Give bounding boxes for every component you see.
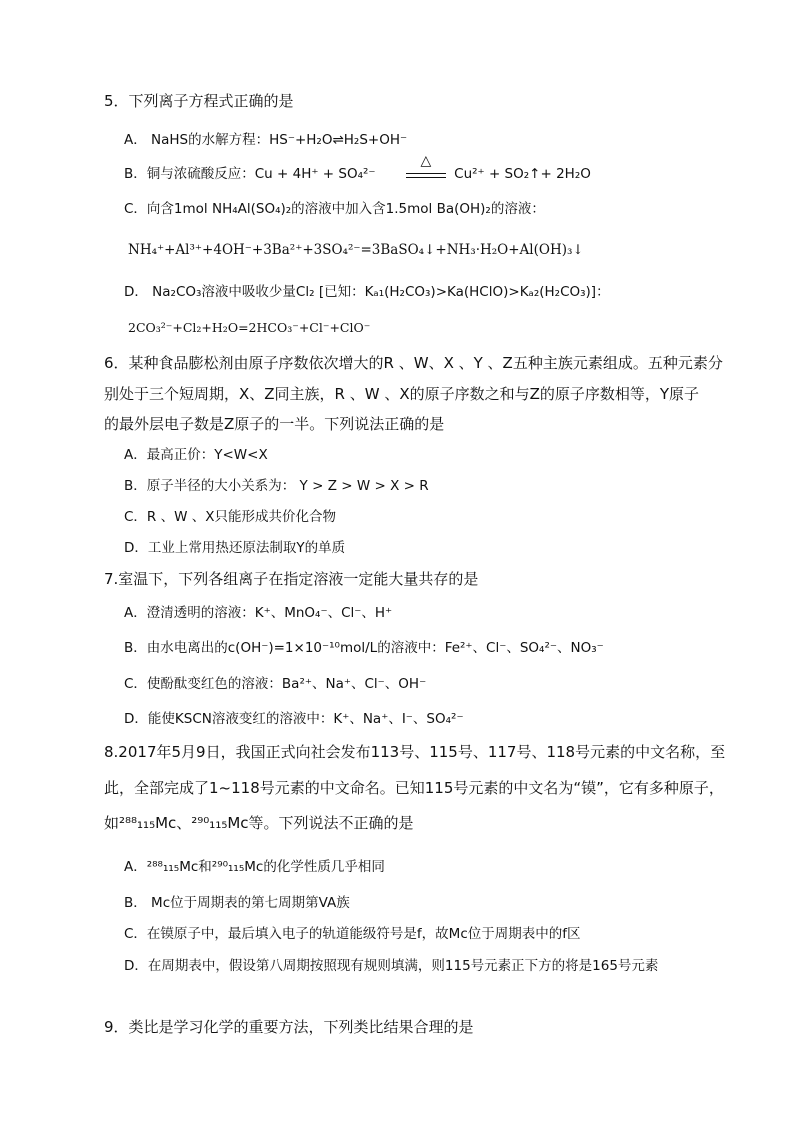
q6-stem-line-2: 别处于三个短周期，X、Z同主族，R 、W 、X的原子序数之和与Z的原子序数相等，Y原子 [104, 385, 700, 403]
q5-option-a: A． NaHS的水解方程：HS⁻+H₂O⇌H₂S+OH⁻ [124, 132, 408, 148]
q8-stem-line-2: 此，全部完成了1~118号元素的中文命名。已知115号元素的中文名为“镆”，它有多种原子， [104, 779, 724, 797]
q5-stem: 5．下列离子方程式正确的是 [104, 92, 294, 110]
q5-option-b-left: B．铜与浓硫酸反应：Cu + 4H⁺ + SO₄²⁻ [124, 166, 376, 182]
q7-option-b: B．由水电离出的c(OH⁻)=1×10⁻¹⁰mol/L的溶液中：Fe²⁺、Cl⁻、SO₄²⁻、NO₃⁻ [124, 640, 604, 656]
q9-stem: 9．类比是学习化学的重要方法，下列类比结果合理的是 [104, 1018, 474, 1036]
q8-stem-line-1: 8.2017年5月9日，我国正式向社会发布113号、115号、117号、118号元素的中文名称，至 [104, 743, 726, 761]
q7-option-a: A．澄清透明的溶液：K⁺、MnO₄⁻、Cl⁻、H⁺ [124, 605, 393, 621]
q8-option-b: B． Mc位于周期表的第七周期第VA族 [124, 895, 350, 911]
heat-condition-symbol: △ [420, 153, 432, 169]
reaction-arrow [406, 153, 446, 178]
q6-option-c: C．R 、W 、X只能形成共价化合物 [124, 509, 336, 525]
q6-stem-line-3: 的最外层电子数是Z原子的一半。下列说法正确的是 [104, 415, 445, 433]
q8-option-a: A．²⁸⁸₁₁₅Mc和²⁹⁰₁₁₅Mc的化学性质几乎相同 [124, 859, 385, 875]
q6-stem-line-1: 6．某种食品膨松剂由原子序数依次增大的R 、W、X 、Y 、Z五种主族元素组成。五种元素分 [104, 354, 723, 372]
q5-option-c-equation: NH₄⁺+Al³⁺+4OH⁻+3Ba²⁺+3SO₄²⁻=3BaSO₄↓+NH₃·H₂O+Al(OH)₃↓ [128, 242, 584, 258]
q7-stem: 7.室温下，下列各组离子在指定溶液一定能大量共存的是 [104, 570, 479, 588]
q8-stem-line-3: 如²⁸⁸₁₁₅Mc、²⁹⁰₁₁₅Mc等。下列说法不正确的是 [104, 814, 414, 832]
q6-option-a: A．最高正价：Y<W<X [124, 447, 268, 463]
q7-option-c: C．使酚酞变红色的溶液：Ba²⁺、Na⁺、Cl⁻、OH⁻ [124, 676, 427, 692]
q8-option-d: D．在周期表中，假设第八周期按照现有规则填满，则115号元素正下方的将是165号元素 [124, 958, 659, 974]
q5-option-b [124, 153, 591, 184]
q5-option-b-right: Cu²⁺ + SO₂↑+ 2H₂O [454, 166, 591, 182]
q6-option-d: D．工业上常用热还原法制取Y的单质 [124, 540, 346, 556]
q5-option-d: D． Na₂CO₃溶液中吸收少量Cl₂ [已知：Kₐ₁(H₂CO₃)>Ka(HClO)>Kₐ₂(H₂CO₃)]： [124, 284, 610, 300]
q8-option-c: C．在镆原子中，最后填入电子的轨道能级符号是f，故Mc位于周期表中的f区 [124, 926, 581, 942]
q7-option-d: D．能使KSCN溶液变红的溶液中：K⁺、Na⁺、I⁻、SO₄²⁻ [124, 711, 464, 727]
q5-option-d-equation: 2CO₃²⁻+Cl₂+H₂O=2HCO₃⁻+Cl⁻+ClO⁻ [128, 320, 371, 335]
q6-option-b: B．原子半径的大小关系为： Y > Z > W > X > R [124, 478, 429, 494]
equals-sign [406, 173, 446, 178]
q5-option-c: C．向含1mol NH₄Al(SO₄)₂的溶液中加入含1.5mol Ba(OH)₂的溶液： [124, 201, 545, 217]
